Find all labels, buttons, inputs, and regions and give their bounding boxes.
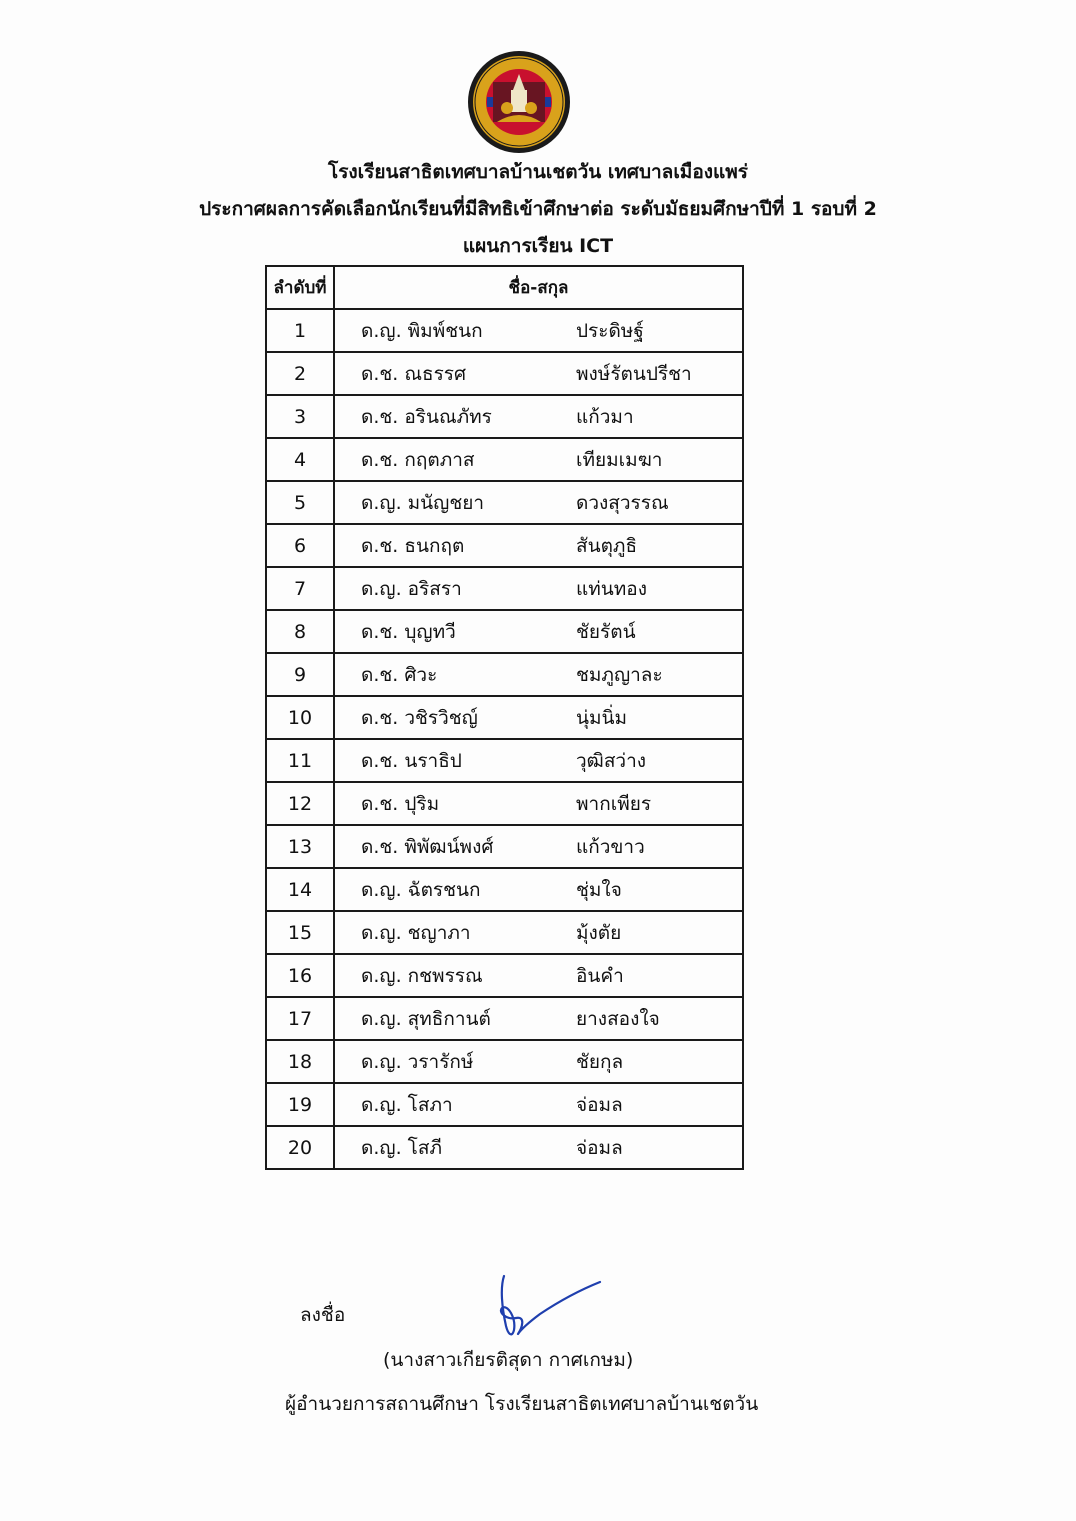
row-number: 14 [266,868,334,911]
student-last-name: ชมภูญาละ [576,663,663,686]
row-number: 20 [266,1126,334,1169]
student-first-name: ด.ญ. มนัญชยา [361,491,485,514]
student-first-name: ด.ญ. สุทธิกานต์ [361,1007,491,1030]
table-row [266,997,743,1040]
row-number: 19 [266,1083,334,1126]
table-row [266,954,743,997]
column-header-name-label: ชื่อ-สกุล [508,278,569,298]
student-name-cell [334,610,743,653]
student-first-name: ด.ช. นราธิป [361,749,462,772]
student-first-name: ด.ญ. โสภา [361,1093,453,1116]
student-name-cell [334,309,743,352]
student-name-cell [334,868,743,911]
table-row [266,524,743,567]
announcement-heading: ประกาศผลการคัดเลือกนักเรียนที่มีสิทธิเข้าศึกษาต่อ ระดับมัธยมศึกษาปีที่ 1 รอบที่ 2 [199,198,877,220]
student-name-wrap [335,740,742,781]
student-name-cell [334,739,743,782]
student-first-name: ด.ช. กฤตภาส [361,448,475,471]
student-last-name: ยางสองใจ [576,1007,660,1030]
student-first-name: ด.ช. ปุริม [361,792,440,815]
row-number: 16 [266,954,334,997]
student-name-cell [334,395,743,438]
student-last-name: วุฒิสว่าง [576,749,647,772]
table-row [266,352,743,395]
table-row [266,309,743,352]
row-number: 15 [266,911,334,954]
student-name-wrap [335,869,742,910]
student-last-name: แก้วมา [576,405,634,428]
student-name-wrap [335,654,742,695]
row-number: 6 [266,524,334,567]
student-name-wrap [335,568,742,609]
student-name-wrap [335,1084,742,1125]
handwritten-signature [488,1268,608,1348]
student-name-wrap [335,525,742,566]
signer-title: ผู้อำนวยการสถานศึกษา โรงเรียนสาธิตเทศบาลบ้านเชตวัน [285,1393,759,1415]
row-number: 3 [266,395,334,438]
student-first-name: ด.ญ. พิมพ์ชนก [361,319,483,342]
student-name-cell [334,653,743,696]
student-name-wrap [335,611,742,652]
student-name-cell [334,954,743,997]
table-row [266,696,743,739]
student-name-wrap [335,955,742,996]
student-name-wrap [335,1127,742,1168]
row-number: 2 [266,352,334,395]
table-row [266,481,743,524]
student-name-wrap [335,353,742,394]
sign-label: ลงชื่อ [300,1304,346,1326]
row-number: 4 [266,438,334,481]
table-row [266,610,743,653]
student-first-name: ด.ช. ณธรรศ [361,362,467,385]
student-name-wrap [335,482,742,523]
student-last-name: สันตุภูธิ [576,534,638,557]
student-name-wrap [335,697,742,738]
student-last-name: พงษ์รัตนปรีชา [576,362,692,385]
table-row [266,825,743,868]
table-row [266,1040,743,1083]
student-last-name: แท่นทอง [576,577,647,600]
table-row [266,739,743,782]
student-last-name: ดวงสุวรรณ [576,491,669,514]
row-number: 7 [266,567,334,610]
student-name-cell [334,481,743,524]
signer-name: (นางสาวเกียรติสุดา กาศเกษม) [383,1349,634,1371]
student-last-name: ประดิษฐ์ [576,319,644,342]
student-name-wrap [335,396,742,437]
student-first-name: ด.ช. บุญทวี [361,620,456,643]
table-row [266,567,743,610]
student-name-wrap [335,826,742,867]
student-name-cell [334,1126,743,1169]
row-number: 18 [266,1040,334,1083]
student-name-cell [334,696,743,739]
student-first-name: ด.ญ. วรารักษ์ [361,1050,474,1073]
table-row [266,782,743,825]
student-last-name: มุ้งตัย [576,921,622,944]
student-name-cell [334,1040,743,1083]
program-heading: แผนการเรียน ICT [462,235,614,257]
row-number: 8 [266,610,334,653]
student-last-name: เทียมเมฆา [576,448,663,471]
table-row [266,1083,743,1126]
row-number: 1 [266,309,334,352]
student-last-name: จ่อมล [576,1136,623,1159]
student-name-cell [334,567,743,610]
student-last-name: อินคำ [576,964,624,987]
row-number: 9 [266,653,334,696]
student-last-name: แก้วขาว [576,835,645,858]
table-row [266,653,743,696]
column-header-number: ลำดับที่ [266,266,334,309]
column-header-name [334,266,743,309]
student-name-wrap [335,1041,742,1082]
student-last-name: ชุ่มใจ [576,878,622,901]
row-number: 13 [266,825,334,868]
table-row [266,911,743,954]
student-name-cell [334,1083,743,1126]
student-last-name: นุ่มนิ่ม [576,706,628,729]
student-last-name: จ่อมล [576,1093,623,1116]
student-first-name: ด.ญ. ฉัตรชนก [361,878,481,901]
table-row [266,868,743,911]
row-number: 5 [266,481,334,524]
student-first-name: ด.ญ. ชญาภา [361,921,471,944]
student-name-cell [334,997,743,1040]
table-row [266,1126,743,1169]
table-header-row [266,266,743,309]
student-last-name: ชัยกุล [576,1050,624,1073]
student-first-name: ด.ช. อรินณภัทร [361,405,492,428]
row-number: 11 [266,739,334,782]
student-name-wrap [335,998,742,1039]
table-row [266,438,743,481]
student-first-name: ด.ช. ศิวะ [361,663,438,686]
student-name-wrap [335,783,742,824]
student-name-wrap [335,912,742,953]
student-name-cell [334,438,743,481]
student-name-cell [334,782,743,825]
student-name-wrap [335,310,742,351]
school-seal-logo [467,50,571,154]
student-first-name: ด.ญ. อริสรา [361,577,462,600]
student-first-name: ด.ช. วชิรวิชญ์ [361,706,478,729]
student-name-wrap [335,439,742,480]
table-row [266,395,743,438]
student-first-name: ด.ช. ธนกฤต [361,534,465,557]
student-last-name: พากเพียร [576,792,652,815]
student-first-name: ด.ญ. โสภี [361,1136,442,1159]
row-number: 10 [266,696,334,739]
row-number: 17 [266,997,334,1040]
row-number: 12 [266,782,334,825]
student-name-cell [334,352,743,395]
student-first-name: ด.ช. พิพัฒน์พงศ์ [361,835,494,858]
student-name-cell [334,825,743,868]
student-last-name: ชัยรัตน์ [576,620,636,643]
school-name-heading: โรงเรียนสาธิตเทศบาลบ้านเชตวัน เทศบาลเมืองแพร่ [327,161,748,183]
table-body [266,309,743,1169]
student-list-table [265,265,744,1170]
student-first-name: ด.ญ. กชพรรณ [361,964,483,987]
student-name-cell [334,524,743,567]
student-name-cell [334,911,743,954]
